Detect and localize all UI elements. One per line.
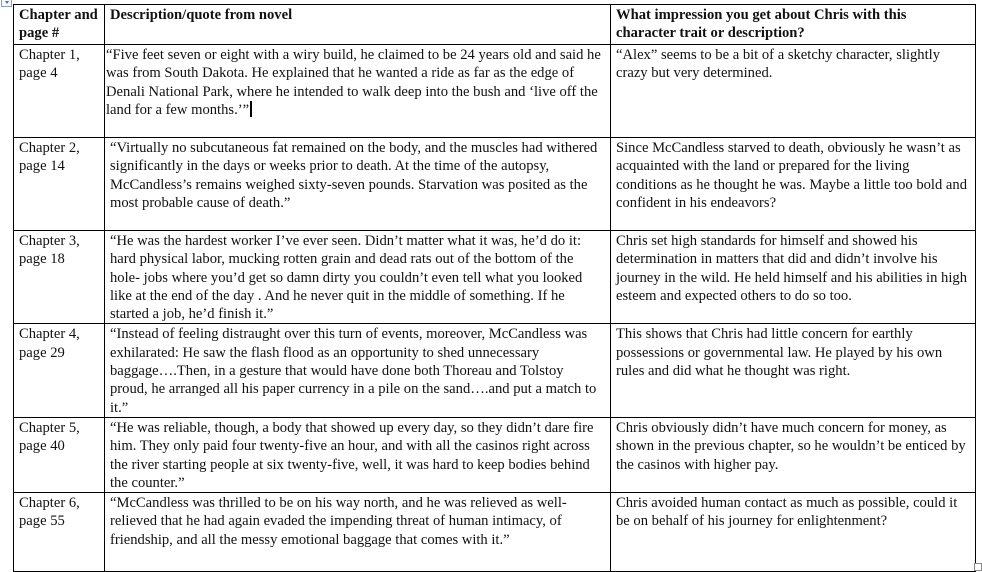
table-row (14, 417, 976, 492)
quote-cell[interactable]: “McCandless was thrilled to be on his way north, and he was relieved as well- relieved that he had again evaded the impending threat of human intimacy, of friendship, and all the messy emotional baggage that comes with it.” (105, 493, 611, 572)
quote-cell[interactable]: “He was reliable, though, a body that showed up every day, so they didn’t dare fire him. They only paid four twenty-five an hour, and with all the casinos right across the river starting people at six twenty-five, well, it was hard to keep bodies behind the counter.” (105, 417, 611, 492)
impression-cell[interactable]: Chris avoided human contact as much as possible, could it be on behalf of his journey for enlightenment? (611, 493, 976, 572)
table-header-row (14, 5, 976, 45)
quote-cell[interactable] (105, 45, 611, 138)
chapter-cell[interactable]: Chapter 1, page 4 (14, 45, 105, 138)
table-row (14, 324, 976, 417)
impression-cell[interactable]: This shows that Chris had little concern for earthly possessions or governmental law. He played by his own rules and did what he thought was right. (611, 324, 976, 417)
table-row (14, 138, 976, 231)
chapter-cell[interactable]: Chapter 5, page 40 (14, 417, 105, 492)
header-chapter: Chapter and page # (14, 5, 105, 45)
impression-cell[interactable]: Chris obviously didn’t have much concern for money, as shown in the previous chapter, so he wouldn’t be enticed by the casinos with higher pay. (611, 417, 976, 492)
table-row (14, 231, 976, 324)
table-row (14, 45, 976, 138)
impression-cell[interactable]: Chris set high standards for himself and showed his determination in matters that did and didn’t involve his journey in the wild. He held himself and his abilities in high esteem and expected others to do so too. (611, 231, 976, 324)
impression-cell[interactable]: “Alex” seems to be a bit of a sketchy character, slightly crazy but very determined. (611, 45, 976, 138)
table-row (14, 493, 976, 572)
header-impression: What impression you get about Chris with this character trait or description? (611, 5, 976, 45)
chapter-cell[interactable]: Chapter 6, page 55 (14, 493, 105, 572)
header-description: Description/quote from novel (105, 5, 611, 45)
quote-cell[interactable]: “Instead of feeling distraught over this turn of events, moreover, McCandless was exhilarated: He saw the flash flood as an opportunity to shed unnecessary baggage….Then, in a gesture that would have done both Thoreau and Tolstoy proud, he arranged all his paper currency in a pile on the sand….and put a match to it.” (105, 324, 611, 417)
table-resize-handle[interactable] (974, 563, 982, 571)
quote-text: “Five feet seven or eight with a wiry build, he claimed to be 24 years old and said he was from South Dakota. He explained that he wanted a ride as far as the edge of Denali National Park, where he intended to walk deep into the bush and ‘live off the land for a few months.’” (106, 47, 601, 118)
quote-cell[interactable]: “He was the hardest worker I’ve ever seen. Didn’t matter what it was, he’d do it: hard physical labor, mucking rotten grain and dead rats out of the bottom of the hole- jobs where you’d get so damn dirty you couldn’t even tell what you looked like at the end of the day . And he never quit in the middle of something. If he started a job, he’d finish it.” (105, 231, 611, 324)
chapter-cell[interactable]: Chapter 3, page 18 (14, 231, 105, 324)
chapter-cell[interactable]: Chapter 2, page 14 (14, 138, 105, 231)
text-cursor (250, 101, 252, 117)
chapter-analysis-table (13, 4, 976, 572)
chapter-cell[interactable]: Chapter 4, page 29 (14, 324, 105, 417)
quote-cell[interactable]: “Virtually no subcutaneous fat remained on the body, and the muscles had withered significantly in the days or weeks prior to death. At the time of the autopsy, McCandless’s remains weighed sixty-seven pounds. Starvation was posited as the most probable cause of death.” (105, 138, 611, 231)
table-move-handle[interactable] (1, 0, 12, 7)
impression-cell[interactable]: Since McCandless starved to death, obviously he wasn’t as acquainted with the land or prepared for the living conditions as he thought he was. Maybe a little too bold and confident in his endeavors? (611, 138, 976, 231)
